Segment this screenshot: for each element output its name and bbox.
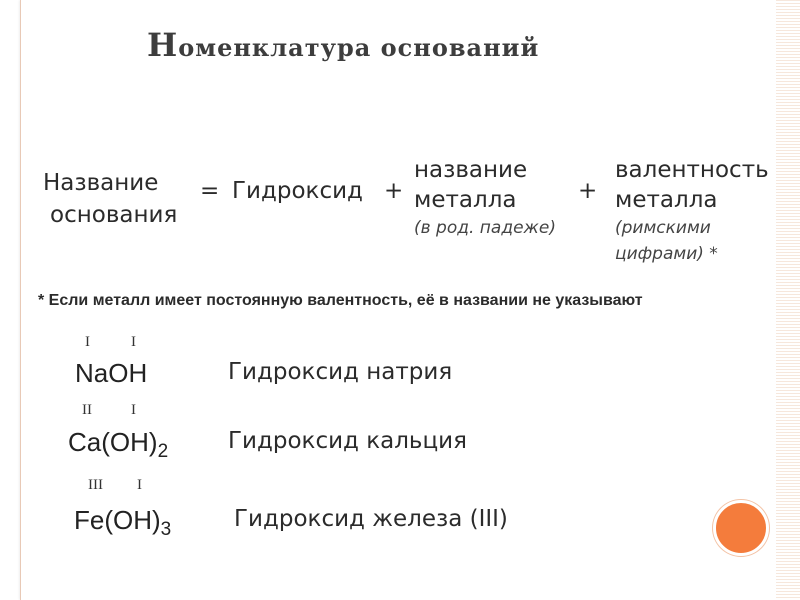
compound-name: Гидроксид кальция	[228, 428, 467, 454]
decorative-stripe	[776, 0, 800, 600]
base-name-line-1: Название	[43, 170, 159, 196]
valence-mark-hydroxyl: I	[131, 402, 136, 418]
metal-name-line-1: название	[414, 157, 528, 183]
valence-mark-hydroxyl: I	[137, 477, 142, 493]
valence-mark-metal: II	[82, 402, 92, 418]
valence-line-1: валентность	[615, 157, 769, 183]
base-name-line-2: основания	[50, 202, 178, 228]
formula-caoh2	[68, 427, 168, 463]
compound-name: Гидроксид железа (III)	[234, 506, 508, 532]
valence-line-2: металла	[615, 187, 718, 213]
formula-subscript: 3	[160, 519, 172, 540]
formula-main: Ca(OH)	[68, 427, 158, 457]
equals-sign: =	[200, 178, 220, 204]
metal-name-line-2: металла	[414, 187, 517, 213]
compound-name: Гидроксид натрия	[228, 359, 453, 385]
valence-note-line-1: (римскими	[615, 218, 711, 238]
metal-name-note: (в род. падеже)	[414, 218, 556, 238]
footnote: * Если металл имеет постоянную валентность, её в названии не указывают	[38, 292, 643, 309]
formula-main: NaOH	[75, 358, 148, 388]
formula-feoh3	[74, 505, 171, 541]
plus-sign-2: +	[578, 178, 598, 204]
plus-sign-1: +	[384, 178, 404, 204]
valence-mark-metal: III	[88, 477, 103, 493]
valence-mark-hydroxyl: I	[131, 334, 136, 350]
formula-subscript: 2	[157, 441, 169, 462]
formula-main: Fe(OH)	[74, 505, 161, 535]
hydroxide-word: Гидроксид	[232, 178, 363, 204]
title-rest: оменклатура оснований	[178, 33, 540, 62]
valence-note-line-2: цифрами) *	[615, 244, 718, 264]
orange-circle-decoration	[713, 500, 769, 556]
valence-mark-metal: I	[85, 334, 90, 350]
slide-title	[147, 26, 539, 64]
formula-naoh	[75, 358, 147, 394]
title-initial: Н	[147, 26, 179, 64]
